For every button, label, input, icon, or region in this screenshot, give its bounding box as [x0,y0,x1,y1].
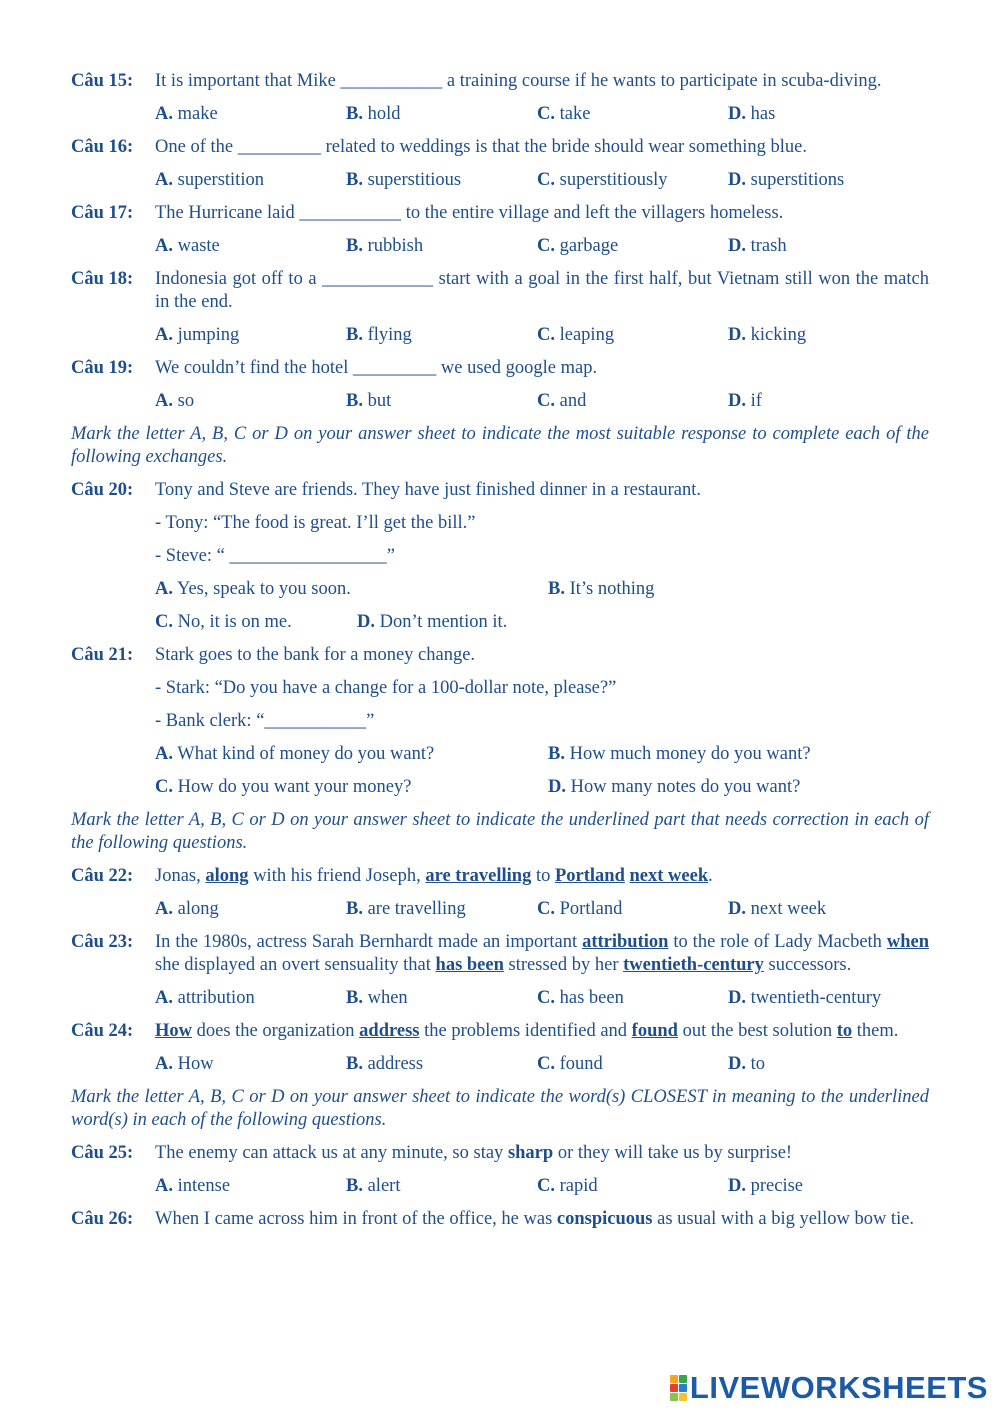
question-number: Câu 19: [71,358,134,378]
dialogue-line: - Steve: “ _________________” [155,546,395,566]
question-number: Câu 20: [71,480,134,500]
option-b[interactable]: B. hold [346,104,401,124]
option-d[interactable]: D. precise [728,1176,804,1196]
question-number: Câu 22: [71,866,134,886]
option-d[interactable]: D. twentieth-century [728,988,882,1008]
question-25 [71,1142,929,1165]
section-instruction: Mark the letter A, B, C or D on your answer sheet to indicate the word(s) CLOSEST in meaning to the underlined word(s) in each of the following questions. [71,1087,929,1130]
underlined-part: has been [435,955,504,975]
option-b[interactable]: B. flying [346,325,412,345]
question-24-options [155,1053,929,1076]
question-number: Câu 21: [71,645,134,665]
question-number: Câu 17: [71,203,134,223]
question-19 [71,357,929,380]
section-instruction: Mark the letter A, B, C or D on your answer sheet to indicate the underlined part that needs correction in each of the following questions. [71,810,929,853]
option-b[interactable]: B. are travelling [346,899,466,919]
option-d[interactable]: D. has [728,104,776,124]
option-a[interactable]: A. waste [155,236,220,256]
question-number: Câu 26: [71,1209,134,1229]
option-b[interactable]: B. alert [346,1176,401,1196]
worksheet [71,70,929,1231]
underlined-part: How [155,1021,192,1041]
question-15-options [155,103,929,126]
option-d[interactable]: D. if [728,391,762,411]
option-d[interactable]: D. to [728,1054,766,1074]
underlined-part: next week [629,866,709,886]
option-a[interactable]: A. superstition [155,170,264,190]
question-text: In the 1980s, actress Sarah Bernhardt made an important attribution to the role of Lady Macbeth when she displayed an overt sensuality that has been stressed by her twentieth-century successors. [155,932,929,975]
option-d[interactable]: D. superstitions [728,170,845,190]
option-b[interactable]: B. but [346,391,392,411]
question-20 [71,479,929,502]
option-d[interactable]: D. kicking [728,325,807,345]
underlined-part: when [886,932,929,952]
question-text: It is important that Mike ___________ a training course if he wants to participate in scuba-diving. [155,71,882,91]
option-b[interactable]: B. How much money do you want? [548,744,811,764]
option-c[interactable]: C. Portland [537,899,623,919]
option-c[interactable]: C. found [537,1054,603,1074]
logo-square [679,1375,687,1383]
option-c[interactable]: C. superstitiously [537,170,668,190]
question-18 [71,268,929,314]
logo-mark-icon [670,1375,687,1401]
question-text: Tony and Steve are friends. They have just finished dinner in a restaurant. [155,480,702,500]
option-b[interactable]: B. superstitious [346,170,462,190]
key-word: conspicuous [556,1209,653,1229]
option-a[interactable]: A. intense [155,1176,231,1196]
question-21-options-ab [155,743,929,766]
option-a[interactable]: A. along [155,899,219,919]
question-16-options [155,169,929,192]
option-d[interactable]: D. How many notes do you want? [548,777,801,797]
question-21 [71,644,929,667]
option-c[interactable]: C. take [537,104,591,124]
question-number: Câu 25: [71,1143,134,1163]
logo-square [679,1384,687,1392]
option-a[interactable]: A. attribution [155,988,255,1008]
underlined-part: along [205,866,249,886]
question-text: When I came across him in front of the office, he was conspicuous as usual with a big yellow bow tie. [155,1209,915,1229]
liveworksheets-logo[interactable] [670,1370,988,1406]
option-a[interactable]: A. How [155,1054,214,1074]
question-number: Câu 15: [71,71,134,91]
underlined-part: address [359,1021,420,1041]
question-22-options [155,898,929,921]
question-text: Jonas, along with his friend Joseph, are travelling to Portland next week. [155,866,713,886]
question-20-options-ab [155,578,929,601]
question-23 [71,931,929,977]
option-a[interactable]: A. What kind of money do you want? [155,744,435,764]
option-c[interactable]: C. garbage [537,236,619,256]
option-c[interactable]: C. No, it is on me. [155,612,292,632]
question-25-options [155,1175,929,1198]
underlined-part: found [631,1021,678,1041]
question-number: Câu 23: [71,932,134,952]
underlined-part: are travelling [425,866,532,886]
option-c[interactable]: C. leaping [537,325,615,345]
question-17-options [155,235,929,258]
question-text: One of the _________ related to weddings is that the bride should wear something blue. [155,137,807,157]
question-number: Câu 24: [71,1021,134,1041]
question-17 [71,202,929,225]
dialogue-line: - Stark: “Do you have a change for a 100-dollar note, please?” [155,678,617,698]
question-text: How does the organization address the problems identified and found out the best solution to them. [155,1021,899,1041]
option-b[interactable]: B. address [346,1054,424,1074]
logo-square [670,1384,678,1392]
option-d[interactable]: D. next week [728,899,827,919]
option-a[interactable]: A. make [155,104,218,124]
question-22 [71,865,929,888]
question-16 [71,136,929,159]
question-number: Câu 18: [71,269,134,289]
logo-square [670,1375,678,1383]
question-text: We couldn’t find the hotel _________ we used google map. [155,358,598,378]
option-c[interactable]: C. How do you want your money? [155,777,412,797]
underlined-part: Portland [554,866,625,886]
question-18-options [155,324,929,347]
option-c[interactable]: C. and [537,391,587,411]
option-b[interactable]: B. when [346,988,408,1008]
underlined-part: twentieth-century [623,955,764,975]
option-a[interactable]: A. jumping [155,325,240,345]
question-text: Stark goes to the bank for a money change. [155,645,476,665]
option-b[interactable]: B. It’s nothing [548,579,655,599]
question-number: Câu 16: [71,137,134,157]
logo-square [679,1393,687,1401]
question-23-options [155,987,929,1010]
logo-text: LIVEWORKSHEETS [689,1370,988,1405]
question-24 [71,1020,929,1043]
question-text: The Hurricane laid ___________ to the entire village and left the villagers homeless. [155,203,784,223]
question-26 [71,1208,929,1231]
question-19-options [155,390,929,413]
underlined-part: attribution [582,932,669,952]
dialogue-line: - Bank clerk: “___________” [155,711,375,731]
option-a[interactable]: A. so [155,391,195,411]
option-c[interactable]: C. has been [537,988,624,1008]
logo-square [670,1393,678,1401]
option-d[interactable]: D. trash [728,236,787,256]
option-a[interactable]: A. Yes, speak to you soon. [155,579,351,599]
underlined-part: to [836,1021,853,1041]
key-word: sharp [507,1143,554,1163]
dialogue-line: - Tony: “The food is great. I’ll get the bill.” [155,513,476,533]
option-b[interactable]: B. rubbish [346,236,424,256]
option-d[interactable]: D. Don’t mention it. [357,612,508,632]
question-20-options-cd [155,611,929,634]
question-21-options-cd [155,776,929,799]
question-15 [71,70,929,93]
section-instruction: Mark the letter A, B, C or D on your answer sheet to indicate the most suitable response to complete each of the following exchanges. [71,424,929,467]
question-text: Indonesia got off to a ____________ start with a goal in the first half, but Vietnam still won the match in the end. [155,269,929,312]
option-c[interactable]: C. rapid [537,1176,598,1196]
question-text: The enemy can attack us at any minute, so stay sharp or they will take us by surprise! [155,1143,793,1163]
